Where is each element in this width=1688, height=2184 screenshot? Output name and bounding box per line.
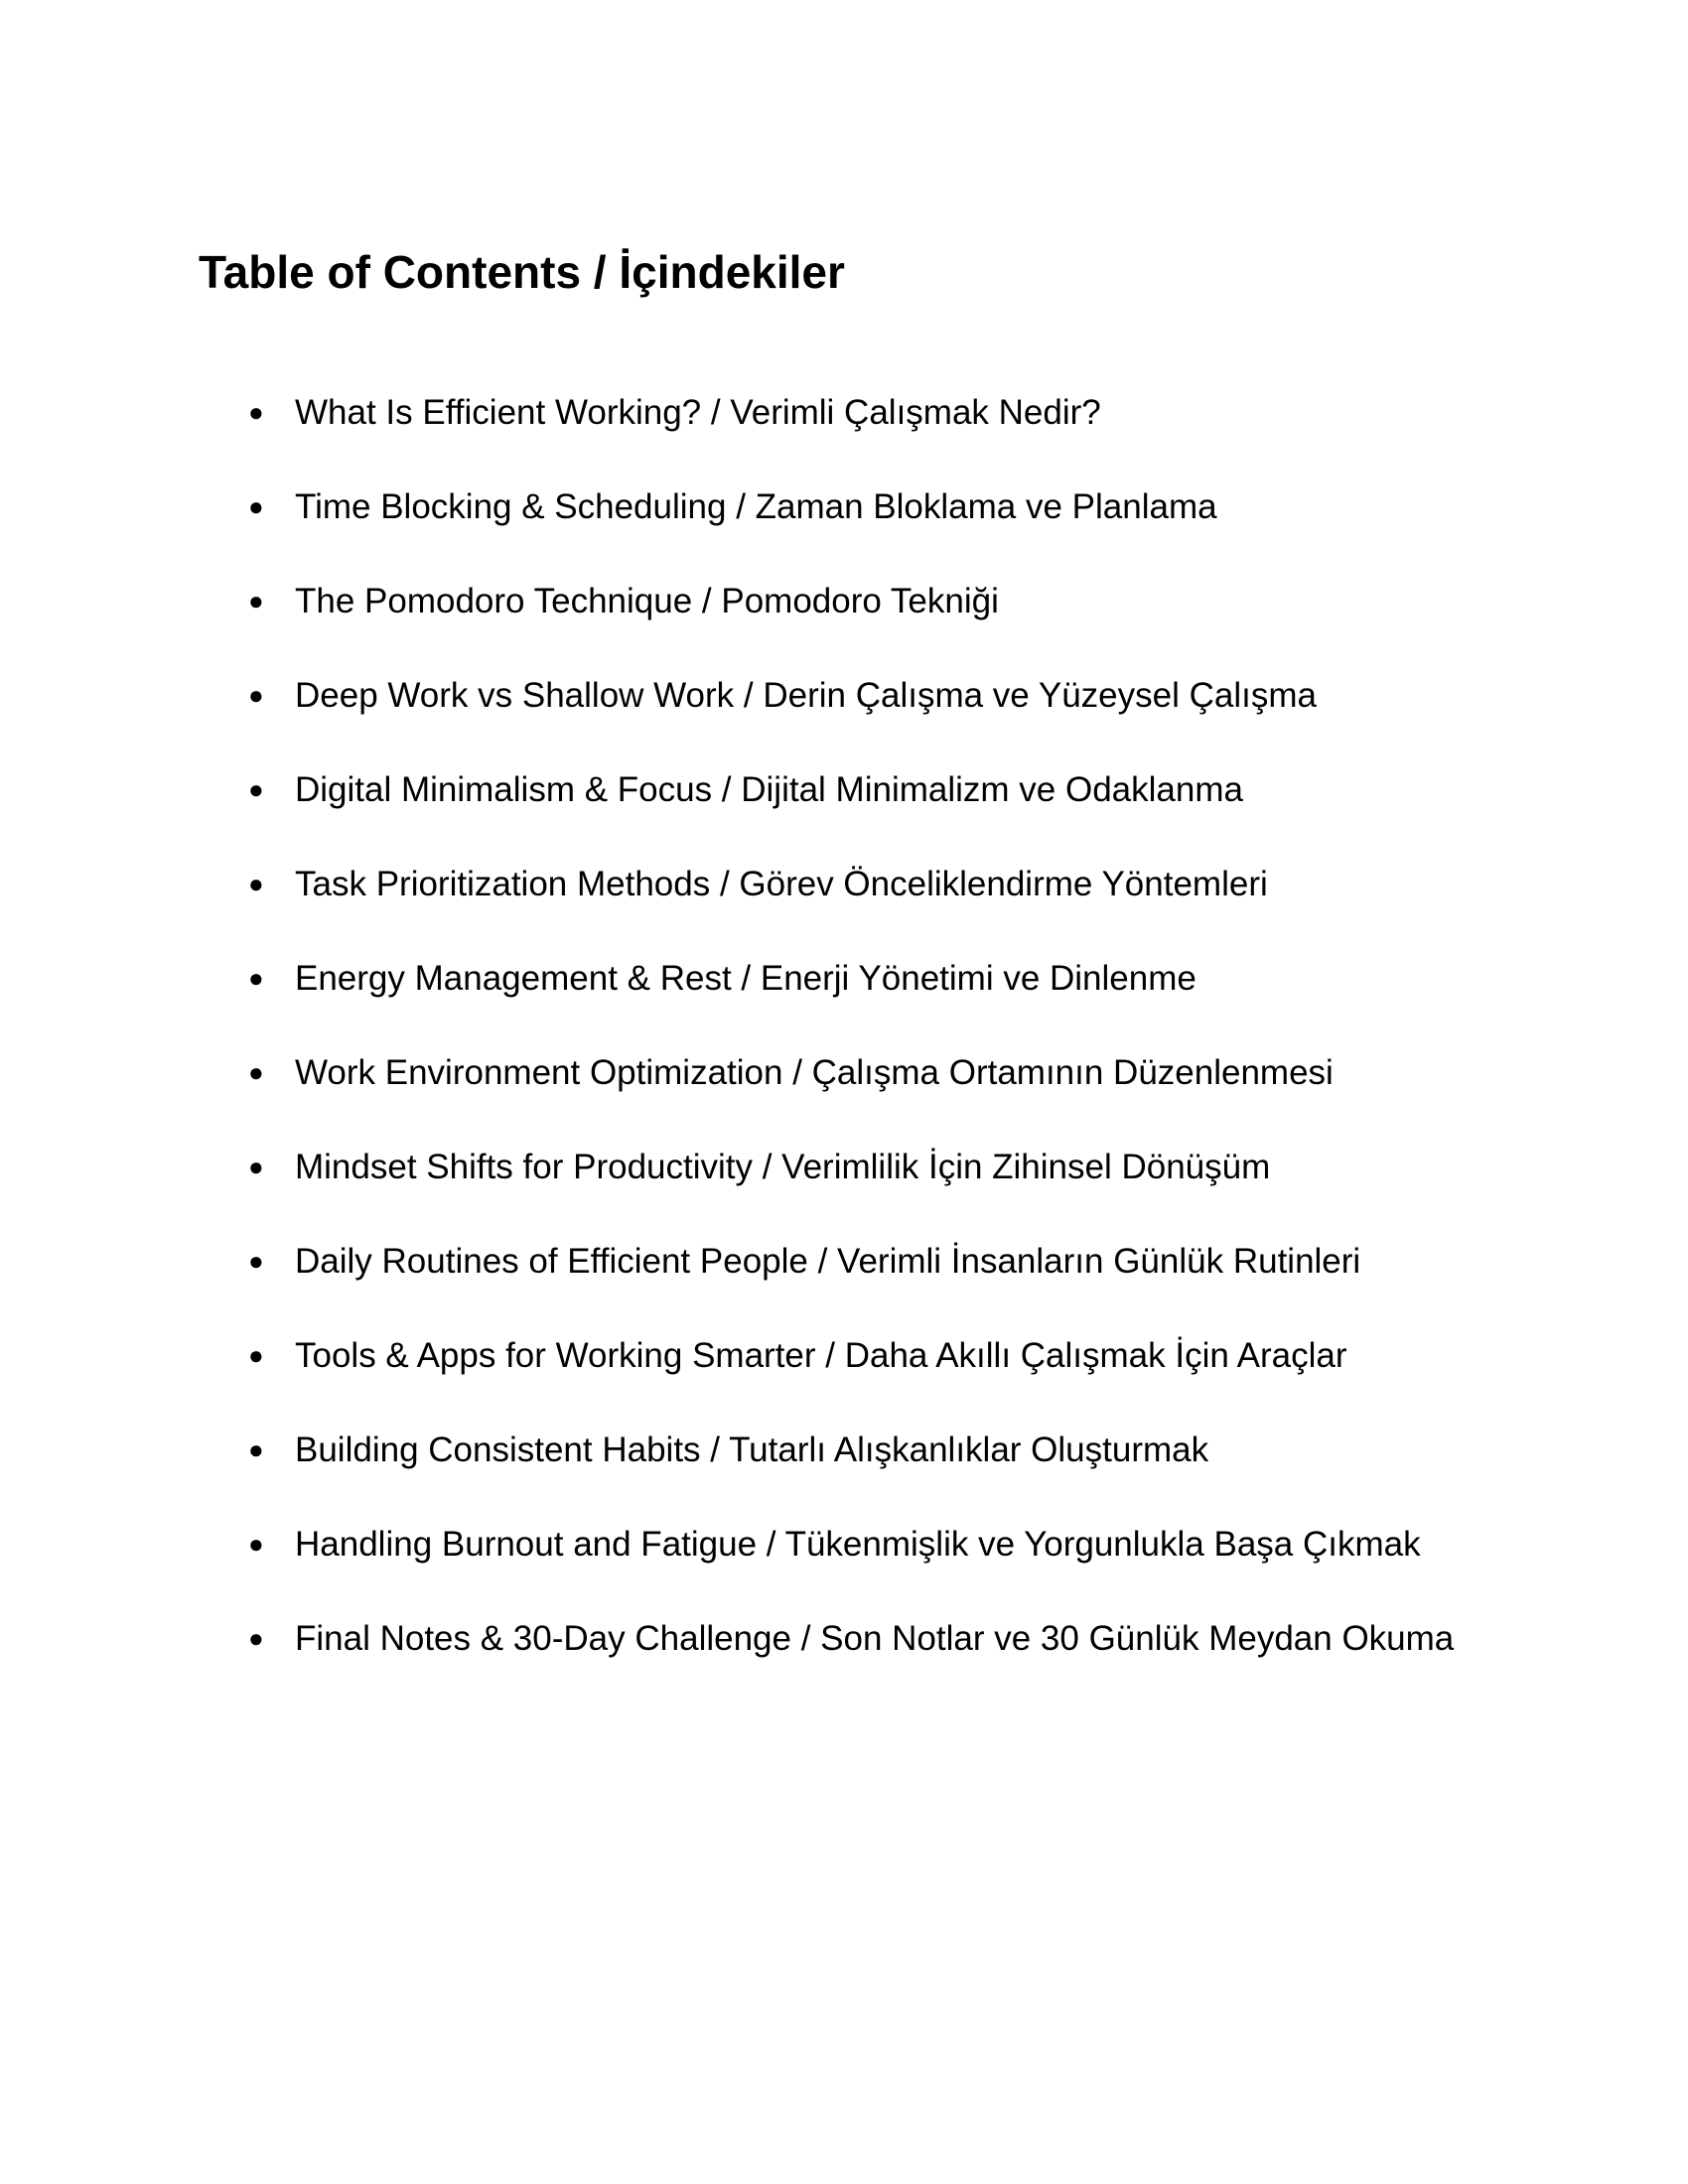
bullet-icon: ● [248, 586, 264, 615]
toc-item [0, 1238, 1486, 1285]
toc-item-label: Daily Routines of Efficient People / Verimli İnsanların Günlük Rutinleri [295, 1242, 1361, 1281]
bullet-icon: ● [248, 1529, 264, 1559]
toc-item-label: Handling Burnout and Fatigue / Tükenmişlik ve Yorgunlukla Başa Çıkmak [295, 1525, 1421, 1564]
page-title: Table of Contents / İçindekiler [199, 246, 845, 298]
toc-item [0, 861, 1486, 907]
toc-item-label: The Pomodoro Technique / Pomodoro Tekniği [295, 582, 999, 620]
bullet-icon: ● [248, 1434, 264, 1464]
toc-item-label: Building Consistent Habits / Tutarlı Alışkanlıklar Oluşturmak [295, 1431, 1209, 1469]
toc-item [0, 1427, 1486, 1473]
toc-item [0, 483, 1486, 530]
bullet-icon: ● [248, 491, 264, 521]
toc-item [0, 1144, 1486, 1190]
toc-item [0, 766, 1486, 813]
toc-item-label: What Is Efficient Working? / Verimli Çalışmak Nedir? [295, 393, 1101, 432]
bullet-icon: ● [248, 774, 264, 804]
toc-item [0, 1332, 1486, 1379]
bullet-icon: ● [248, 869, 264, 898]
toc-item [0, 1049, 1486, 1096]
bullet-icon: ● [248, 680, 264, 710]
toc-item [0, 1615, 1486, 1662]
toc-item-label: Task Prioritization Methods / Görev Önceliklendirme Yöntemleri [295, 865, 1268, 903]
toc-item-label: Digital Minimalism & Focus / Dijital Minimalizm ve Odaklanma [295, 770, 1243, 809]
toc-item-label: Tools & Apps for Working Smarter / Daha Akıllı Çalışmak İçin Araçlar [295, 1336, 1347, 1375]
toc-item-label: Mindset Shifts for Productivity / Verimlilik İçin Zihinsel Dönüşüm [295, 1148, 1271, 1186]
toc-item-label: Deep Work vs Shallow Work / Derin Çalışma ve Yüzeysel Çalışma [295, 676, 1317, 715]
bullet-icon: ● [248, 963, 264, 993]
toc-item [0, 672, 1486, 719]
toc-item-label: Final Notes & 30-Day Challenge / Son Notlar ve 30 Günlük Meydan Okuma [295, 1619, 1455, 1658]
toc-item [0, 955, 1486, 1002]
toc-item-label: Work Environment Optimization / Çalışma Ortamının Düzenlenmesi [295, 1053, 1334, 1092]
toc-item-label: Time Blocking & Scheduling / Zaman Bloklama ve Planlama [295, 487, 1217, 526]
bullet-icon: ● [248, 397, 264, 427]
bullet-icon: ● [248, 1057, 264, 1087]
bullet-icon: ● [248, 1623, 264, 1653]
bullet-icon: ● [248, 1152, 264, 1181]
bullet-icon: ● [248, 1246, 264, 1276]
toc-item [0, 578, 1486, 624]
toc-item-label: Energy Management & Rest / Enerji Yönetimi ve Dinlenme [295, 959, 1196, 998]
table-of-contents-list [0, 389, 1688, 1709]
toc-item [0, 389, 1486, 436]
toc-item [0, 1521, 1486, 1568]
bullet-icon: ● [248, 1340, 264, 1370]
